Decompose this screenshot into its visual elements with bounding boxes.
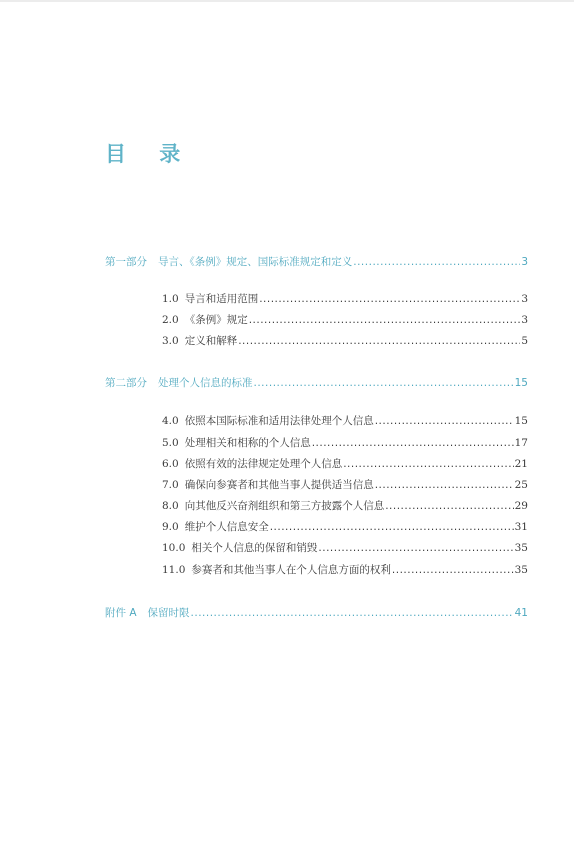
toc-part-1[interactable] <box>105 254 528 270</box>
toc-page-number: 15 <box>514 377 528 389</box>
toc-entry-10-0[interactable] <box>162 540 528 556</box>
toc-entry-number: 2.0 <box>162 314 179 326</box>
toc-entry-number: 9.0 <box>162 521 179 533</box>
toc-entry-number: 1.0 <box>162 293 179 305</box>
toc-page-number: 35 <box>514 542 528 554</box>
toc-part-title: 处理个人信息的标准 <box>158 377 253 389</box>
toc-page-number: 25 <box>514 479 528 491</box>
toc-entry-number: 10.0 <box>162 542 186 554</box>
toc-entry-number: 4.0 <box>162 415 179 427</box>
toc-entry-title: 维护个人信息安全 <box>184 521 269 533</box>
toc-part-2[interactable] <box>105 375 528 391</box>
toc-page-number: 3 <box>521 314 528 326</box>
toc-entry-title: 确保向参赛者和其他当事人提供适当信息 <box>184 479 374 491</box>
toc-page-number: 31 <box>514 521 528 533</box>
toc-leader-dots <box>318 540 513 556</box>
toc-page-number: 3 <box>521 256 528 268</box>
toc-leader-dots <box>353 254 520 270</box>
toc-entry-5-0[interactable] <box>162 435 528 451</box>
toc-leader-dots <box>392 562 514 578</box>
toc-entry-number: 7.0 <box>162 479 179 491</box>
toc-page-number: 15 <box>514 415 528 427</box>
toc-leader-dots <box>375 477 514 493</box>
toc-entry-8-0[interactable] <box>162 498 528 514</box>
toc-entry-title: 向其他反兴奋剂组织和第三方披露个人信息 <box>184 500 385 512</box>
toc-part-label: 附件 A <box>105 607 137 619</box>
toc-entry-title: 相关个人信息的保留和销毁 <box>191 542 318 554</box>
toc-page-number: 41 <box>514 607 528 619</box>
toc-entry-number: 11.0 <box>162 564 186 576</box>
toc-leader-dots <box>375 413 514 429</box>
toc-leader-dots <box>343 456 513 472</box>
toc-leader-dots <box>191 605 514 621</box>
toc-part-title: 导言、《条例》规定、国际标准规定和定义 <box>158 256 353 268</box>
toc-part-label: 第一部分 <box>105 256 147 268</box>
toc-page-number: 21 <box>514 458 528 470</box>
toc-leader-dots <box>249 312 521 328</box>
toc-entry-9-0[interactable] <box>162 519 528 535</box>
toc-entry-7-0[interactable] <box>162 477 528 493</box>
toc-leader-dots <box>259 291 520 307</box>
toc-page-number: 3 <box>521 293 528 305</box>
toc-entry-number: 3.0 <box>162 335 179 347</box>
toc-entry-1-0[interactable] <box>162 291 528 307</box>
toc-leader-dots <box>312 435 514 451</box>
toc-entry-number: 6.0 <box>162 458 179 470</box>
toc-page-number: 17 <box>514 437 528 449</box>
toc-page-number: 35 <box>514 564 528 576</box>
toc-entry-2-0[interactable] <box>162 312 528 328</box>
toc-entry-title: 依照有效的法律规定处理个人信息 <box>184 458 343 470</box>
toc-annex-a[interactable] <box>105 605 528 621</box>
toc-leader-dots <box>270 519 514 535</box>
toc-entry-title: 《条例》规定 <box>184 314 248 326</box>
toc-entry-title: 处理相关和相称的个人信息 <box>184 437 311 449</box>
toc-entry-title: 依照本国际标准和适用法律处理个人信息 <box>184 415 374 427</box>
page-top-edge <box>0 0 574 2</box>
toc-leader-dots <box>385 498 513 514</box>
toc-part-label: 第二部分 <box>105 377 147 389</box>
toc-entry-number: 8.0 <box>162 500 179 512</box>
toc-leader-dots <box>254 375 514 391</box>
toc-page-number: 29 <box>514 500 528 512</box>
toc-entry-title: 参赛者和其他当事人在个人信息方面的权利 <box>191 564 391 576</box>
toc-entry-title: 定义和解释 <box>184 335 238 347</box>
toc-entry-6-0[interactable] <box>162 456 528 472</box>
page-title: 目 录 <box>105 142 194 166</box>
toc-entry-4-0[interactable] <box>162 413 528 429</box>
toc-entry-11-0[interactable] <box>162 562 528 578</box>
toc-page-number: 5 <box>521 335 528 347</box>
toc-entry-number: 5.0 <box>162 437 179 449</box>
toc-entry-3-0[interactable] <box>162 333 528 349</box>
toc-entry-title: 导言和适用范围 <box>184 293 259 305</box>
toc-leader-dots <box>238 333 520 349</box>
toc-part-title: 保留时限 <box>147 607 190 619</box>
